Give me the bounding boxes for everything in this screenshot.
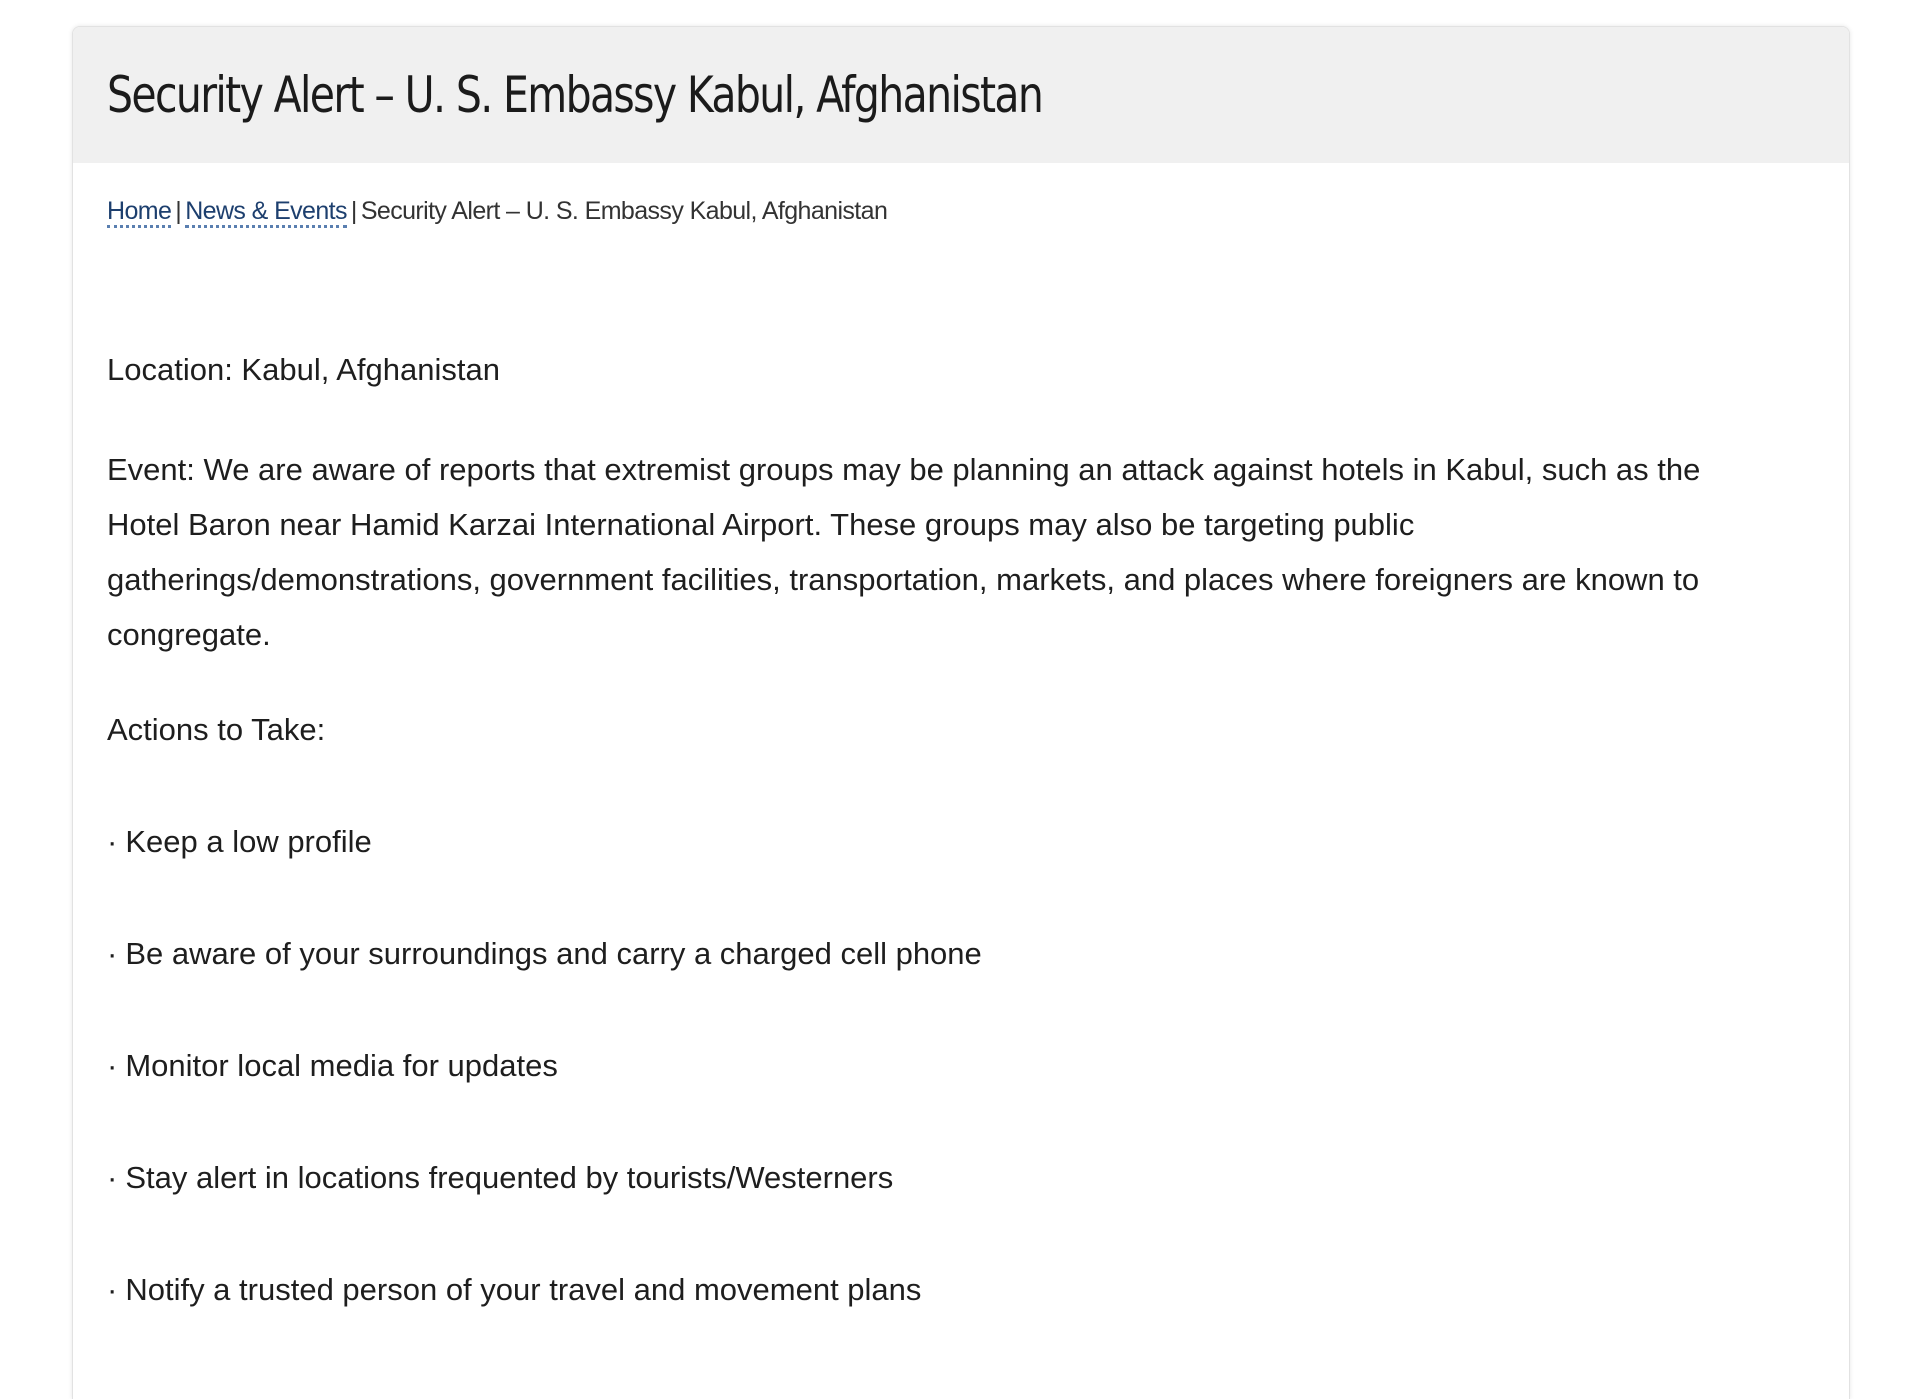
list-item	[107, 934, 1749, 974]
action-text: Be aware of your surroundings and carry a charged cell phone	[125, 936, 982, 971]
breadcrumb	[73, 197, 1849, 226]
breadcrumb-news-events-link[interactable]: News & Events	[185, 197, 347, 228]
bullet-glyph: ·	[107, 1160, 118, 1195]
bullet-glyph: ·	[107, 824, 118, 859]
bullet-glyph: ·	[107, 1272, 118, 1307]
action-text: Stay alert in locations frequented by tourists/Westerners	[125, 1160, 894, 1195]
page-title: Security Alert – U. S. Embassy Kabul, Afghanistan	[107, 66, 1043, 124]
action-text: Notify a trusted person of your travel and movement plans	[125, 1272, 922, 1307]
list-item	[107, 1158, 1749, 1198]
location-text: Location: Kabul, Afghanistan	[107, 352, 500, 387]
list-item	[107, 822, 1749, 862]
list-item	[107, 1270, 1749, 1310]
page-header	[73, 27, 1849, 163]
alert-card	[72, 26, 1850, 1399]
actions-heading: Actions to Take:	[107, 712, 326, 747]
breadcrumb-separator: |	[175, 197, 182, 225]
action-text: Monitor local media for updates	[125, 1048, 558, 1083]
list-item	[107, 1046, 1749, 1086]
breadcrumb-separator: |	[350, 197, 357, 225]
actions-list	[107, 822, 1749, 1310]
action-text: Keep a low profile	[125, 824, 372, 859]
event-text: Event: We are aware of reports that extremist groups may be planning an attack against hotels in Kabul, such as the Hotel Baron near Hamid Karzai International Airport. These groups may also be targeting public gatherings/demonstrations, government facilities, transportation, markets, and places where foreigners are known to congregate.	[107, 452, 1701, 652]
bullet-glyph: ·	[107, 936, 118, 971]
bullet-glyph: ·	[107, 1048, 118, 1083]
breadcrumb-home-link[interactable]: Home	[107, 197, 171, 228]
alert-content	[73, 350, 1849, 1310]
breadcrumb-current: Security Alert – U. S. Embassy Kabul, Afghanistan	[360, 197, 888, 225]
